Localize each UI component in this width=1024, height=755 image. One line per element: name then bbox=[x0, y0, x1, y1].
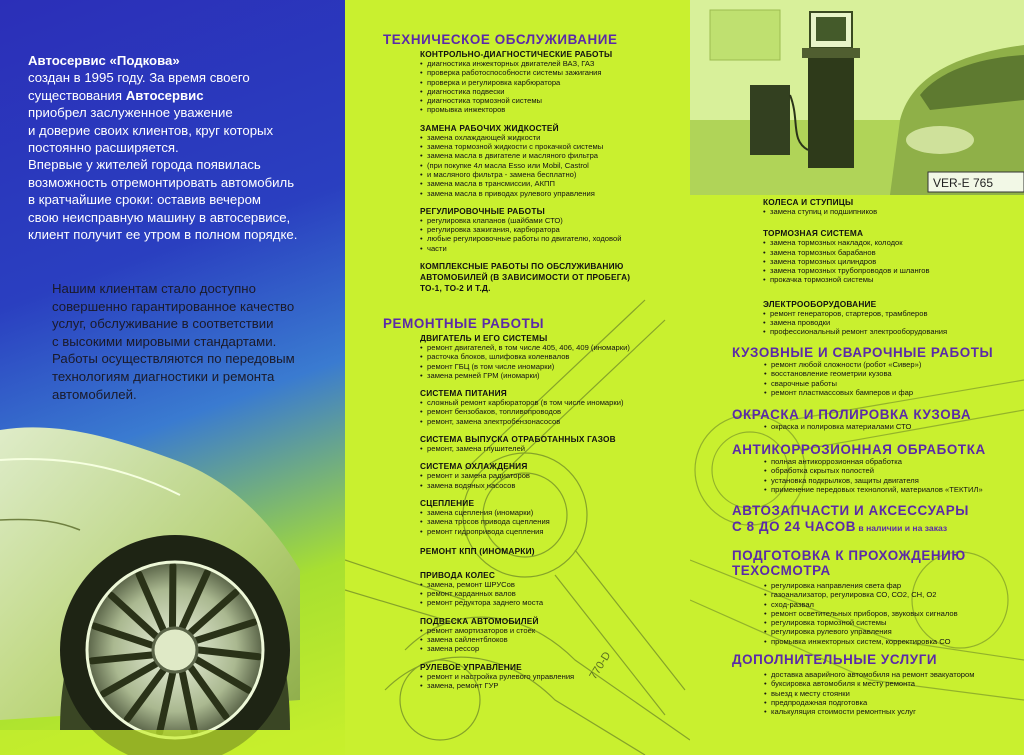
electric-list bbox=[763, 309, 947, 337]
intro-line: и доверие своих клиентов, круг которых bbox=[28, 122, 274, 138]
steering-title: РУЛЕВОЕ УПРАВЛЕНИЕ bbox=[420, 661, 522, 672]
list-item: • промывка инжекторных систем, корректировка СО bbox=[764, 637, 966, 646]
list-item: • замена тормозных трубопроводов и шлангов bbox=[763, 266, 947, 275]
complex-works-line: КОМПЛЕКСНЫЕ РАБОТЫ ПО ОБСЛУЖИВАНИЮ bbox=[420, 261, 624, 272]
list-item: • замена тормозных цилиндров bbox=[763, 257, 947, 266]
list-item: • выезд к месту стоянки bbox=[764, 689, 974, 698]
complex-works-title bbox=[420, 261, 630, 294]
wheels-list bbox=[763, 207, 947, 216]
adjustment-list bbox=[420, 216, 630, 253]
body-works-list bbox=[764, 360, 993, 397]
body-works-section bbox=[732, 345, 993, 397]
intro-line: приобрел заслуженное уважение bbox=[28, 105, 233, 121]
car-image bbox=[0, 400, 345, 755]
list-item: • ремонт двигателей, в том числе 405, 406, 409 (иномарки) bbox=[420, 343, 630, 352]
fluids-title: ЗАМЕНА РАБОЧИХ ЖИДКОСТЕЙ bbox=[420, 122, 559, 133]
diagnostics-list bbox=[420, 59, 630, 115]
complex-works-line: АВТОМОБИЛЕЙ (В ЗАВИСИМОСТИ ОТ ПРОБЕГА) bbox=[420, 272, 631, 283]
list-item: • ремонт, замена глушителей bbox=[420, 444, 630, 453]
drives-list bbox=[420, 580, 630, 608]
right-upper-block bbox=[763, 197, 947, 337]
list-item: • замена тросов привода сцепления bbox=[420, 517, 630, 526]
list-item: • прокачка тормозной системы bbox=[763, 275, 947, 284]
list-item: • замена тормозных барабанов bbox=[763, 248, 947, 257]
clutch-list bbox=[420, 508, 630, 536]
list-item: • доставка аварийного автомобиля на ремонт эвакуатором bbox=[764, 670, 974, 679]
list-item: • буксировка автомобиля к месту ремонта bbox=[764, 679, 974, 688]
workshop-illustration bbox=[690, 0, 1024, 195]
list-item: • замена ремней ГРМ (иномарки) bbox=[420, 371, 630, 380]
suspension-title: ПОДВЕСКА АВТОМОБИЛЕЙ bbox=[420, 615, 539, 626]
inspection-list bbox=[764, 581, 966, 646]
list-item: • диагностика тормозной системы bbox=[420, 96, 630, 105]
parts-hours bbox=[732, 518, 969, 536]
adjustment-title: РЕГУЛИРОВОЧНЫЕ РАБОТЫ bbox=[420, 205, 545, 216]
steering-list bbox=[420, 672, 630, 691]
list-item: • ремонт и замена радиаторов bbox=[420, 471, 630, 480]
list-item: • регулировка зажигания, карбюратора bbox=[420, 225, 630, 234]
list-item: • замена сцепления (иномарки) bbox=[420, 508, 630, 517]
quality-line: Нашим клиентам стало доступно bbox=[52, 281, 256, 296]
intro-line: Впервые у жителей города появилась bbox=[28, 157, 261, 173]
painting-list bbox=[764, 422, 971, 431]
parts-hours-note: в наличии и на заказ bbox=[856, 523, 948, 533]
intro-text bbox=[28, 52, 328, 243]
list-item: • ремонт, замена электробензонасосов bbox=[420, 417, 630, 426]
cooling-list bbox=[420, 471, 630, 490]
intro-line-bold: Автосервис bbox=[125, 87, 204, 103]
quality-line: технологиям диагностики и ремонта bbox=[52, 368, 275, 384]
wheels-title: КОЛЕСА И СТУПИЦЫ bbox=[763, 197, 854, 207]
quality-line: услуг, обслуживание в соответствии bbox=[52, 316, 274, 332]
list-item: • замена ступиц и подшипников bbox=[763, 207, 947, 216]
list-item: • ремонт любой сложности (робот «Сивер») bbox=[764, 360, 993, 369]
anticorrosion-list bbox=[764, 457, 986, 494]
list-item: • замена сайлентблоков bbox=[420, 635, 630, 644]
painting-section bbox=[732, 407, 971, 431]
engine-title: ДВИГАТЕЛЬ И ЕГО СИСТЕМЫ bbox=[420, 333, 548, 343]
list-item: • ремонт ГБЦ (в том числе иномарки) bbox=[420, 362, 630, 371]
brakes-list bbox=[763, 238, 947, 284]
list-item: • предпродажная подготовка bbox=[764, 698, 974, 707]
extra-services-list bbox=[764, 670, 974, 716]
list-item: • ремонт пластмассовых бамперов и фар bbox=[764, 388, 993, 397]
list-item: • замена тормозных накладок, колодок bbox=[763, 238, 947, 247]
diagnostics-title: КОНТРОЛЬНО-ДИАГНОСТИЧЕСКИЕ РАБОТЫ bbox=[420, 49, 613, 59]
clutch-title: СЦЕПЛЕНИЕ bbox=[420, 497, 475, 508]
intro-line: клиент получит ее утром в полном порядке. bbox=[28, 227, 298, 243]
list-item: • сложный ремонт карбюраторов (в том числе иномарки) bbox=[420, 398, 630, 407]
body-works-title: КУЗОВНЫЕ И СВАРОЧНЫЕ РАБОТЫ bbox=[732, 345, 994, 360]
list-item: • замена тормозной жидкости с прокачкой системы bbox=[420, 142, 630, 151]
intro-line: в кратчайшие сроки: оставив вечером bbox=[28, 192, 261, 208]
diagnostics-block bbox=[420, 49, 630, 294]
intro-line bbox=[28, 87, 328, 104]
list-item: • калькуляция стоимости ремонтных услуг bbox=[764, 707, 974, 716]
list-item: • ремонт бензобаков, топливопроводов bbox=[420, 407, 630, 416]
maintenance-section bbox=[383, 32, 618, 47]
gearbox-title: РЕМОНТ КПП (ИНОМАРКИ) bbox=[420, 545, 535, 556]
list-item: • замена масла в приводах рулевого управления bbox=[420, 189, 630, 198]
middle-panel bbox=[345, 0, 690, 755]
parts-section bbox=[732, 503, 969, 536]
list-item: • любые регулировочные работы по двигателю, ходовой bbox=[420, 234, 630, 243]
list-item: • ремонт карданных валов bbox=[420, 589, 630, 598]
list-item: • замена масла в трансмиссии, АКПП bbox=[420, 179, 630, 188]
fuel-list bbox=[420, 398, 630, 426]
intro-line: свою неисправную машину в автосервисе, bbox=[28, 209, 291, 225]
list-item: • (при покупке 4л масла Esso или Mobil, Castrol bbox=[420, 161, 630, 170]
intro-line-part: существования bbox=[28, 87, 126, 103]
list-item: • замена проводки bbox=[763, 318, 947, 327]
list-item: • ремонт амортизаторов и стоек bbox=[420, 626, 630, 635]
list-item: • диагностика подвески bbox=[420, 87, 630, 96]
intro-line: постоянно расширяется. bbox=[28, 140, 179, 156]
intro-line: возможность отремонтировать автомобиль bbox=[28, 174, 295, 190]
list-item: • проверка и регулировка карбюратора bbox=[420, 78, 630, 87]
suspension-list bbox=[420, 626, 630, 654]
quality-line: совершенно гарантированное качество bbox=[52, 298, 295, 314]
list-item: • замена, ремонт ШРУСов bbox=[420, 580, 630, 589]
list-item: • ремонт генераторов, стартеров, трамблеров bbox=[763, 309, 947, 318]
list-item: • профессиональный ремонт электрооборудования bbox=[763, 327, 947, 336]
list-item: • окраска и полировка материалами СТО bbox=[764, 422, 971, 431]
intro-title: Автосервис «Подкова» bbox=[28, 53, 180, 68]
drives-title: ПРИВОДА КОЛЕС bbox=[420, 569, 496, 580]
fluids-list bbox=[420, 133, 630, 198]
list-item: • ремонт и настройка рулевого управления bbox=[420, 672, 630, 681]
list-item: • замена, ремонт ГУР bbox=[420, 681, 630, 690]
right-panel bbox=[690, 0, 1024, 755]
complex-works-line: ТО-1, ТО-2 И Т.Д. bbox=[420, 283, 491, 294]
list-item: • регулировка рулевого управления bbox=[764, 627, 966, 636]
maintenance-title: ТЕХНИЧЕСКОЕ ОБСЛУЖИВАНИЕ bbox=[383, 32, 618, 47]
list-item: • ремонт гидропривода сцепления bbox=[420, 527, 630, 536]
quality-text bbox=[52, 280, 332, 403]
cooling-title: СИСТЕМА ОХЛАЖДЕНИЯ bbox=[420, 461, 528, 472]
list-item: • части bbox=[420, 244, 630, 253]
fuel-title: СИСТЕМА ПИТАНИЯ bbox=[420, 388, 507, 399]
license-plate: VER-E 765 bbox=[933, 176, 994, 190]
list-item: • ремонт редуктора заднего моста bbox=[420, 598, 630, 607]
list-item: • сход-развал bbox=[764, 600, 966, 609]
quality-line: автомобилей. bbox=[52, 386, 137, 402]
list-item: • расточка блоков, шлифовка коленвалов bbox=[420, 352, 630, 361]
list-item: • восстановление геометрии кузова bbox=[764, 369, 993, 378]
list-item: • ремонт осветительных приборов, звуковых сигналов bbox=[764, 609, 966, 618]
brakes-title: ТОРМОЗНАЯ СИСТЕМА bbox=[763, 228, 864, 239]
list-item: • промывка инжекторов bbox=[420, 105, 630, 114]
repair-section bbox=[383, 316, 544, 331]
list-item: • полная антикоррозионная обработка bbox=[764, 457, 986, 466]
intro-line: создан в 1995 году. За время своего bbox=[28, 70, 250, 86]
list-item: • замена охлаждающей жидкости bbox=[420, 133, 630, 142]
wrench-mark: 770-D bbox=[587, 649, 614, 682]
workshop-photo bbox=[690, 0, 1024, 195]
extra-services-section bbox=[732, 652, 974, 716]
exhaust-title: СИСТЕМА ВЫПУСКА ОТРАБОТАННЫХ ГАЗОВ bbox=[420, 434, 616, 445]
parts-hours-value: С 8 ДО 24 ЧАСОВ bbox=[732, 519, 857, 534]
list-item: • сварочные работы bbox=[764, 379, 993, 388]
list-item: • установка подкрылков, защиты двигателя bbox=[764, 476, 986, 485]
electric-title: ЭЛЕКТРООБОРУДОВАНИЕ bbox=[763, 298, 877, 309]
list-item: • и масляного фильтра - замена бесплатно) bbox=[420, 170, 630, 179]
anticorrosion-title: АНТИКОРРОЗИОННАЯ ОБРАБОТКА bbox=[732, 442, 986, 457]
list-item: • обработка скрытых полостей bbox=[764, 466, 986, 475]
list-item: • регулировка направления света фар bbox=[764, 581, 966, 590]
list-item: • регулировка клапанов (шайбами СТО) bbox=[420, 216, 630, 225]
repair-title: РЕМОНТНЫЕ РАБОТЫ bbox=[383, 316, 545, 331]
anticorrosion-section bbox=[732, 442, 986, 494]
inspection-title-l2: ТЕХОСМОТРА bbox=[732, 563, 831, 578]
list-item: • регулировка тормозной системы bbox=[764, 618, 966, 627]
exhaust-list bbox=[420, 444, 630, 453]
list-item: • проверка работоспособности системы зажигания bbox=[420, 68, 630, 77]
parts-title: АВТОЗАПЧАСТИ И АКСЕССУАРЫ bbox=[732, 503, 970, 518]
inspection-title-l1: ПОДГОТОВКА К ПРОХОЖДЕНИЮ bbox=[732, 548, 966, 563]
list-item: • применение передовых технологий, материалов «ТЕКТИЛ» bbox=[764, 485, 986, 494]
painting-title: ОКРАСКА И ПОЛИРОВКА КУЗОВА bbox=[732, 407, 972, 422]
list-item: • диагностика инжекторных двигателей ВАЗ, ГАЗ bbox=[420, 59, 630, 68]
left-panel bbox=[0, 0, 345, 755]
repair-block bbox=[420, 333, 630, 690]
quality-line: Работы осуществляются по передовым bbox=[52, 351, 295, 367]
extra-services-title: ДОПОЛНИТЕЛЬНЫЕ УСЛУГИ bbox=[732, 652, 938, 667]
quality-line: с высокими мировыми стандартами. bbox=[52, 333, 277, 349]
list-item: • замена масла в двигателе и масляного фильтра bbox=[420, 151, 630, 160]
list-item: • замена водяных насосов bbox=[420, 481, 630, 490]
inspection-section bbox=[732, 548, 966, 646]
list-item: • замена рессор bbox=[420, 644, 630, 653]
list-item: • газоанализатор, регулировка СО, СО2, СН, О2 bbox=[764, 590, 966, 599]
engine-list bbox=[420, 343, 630, 380]
